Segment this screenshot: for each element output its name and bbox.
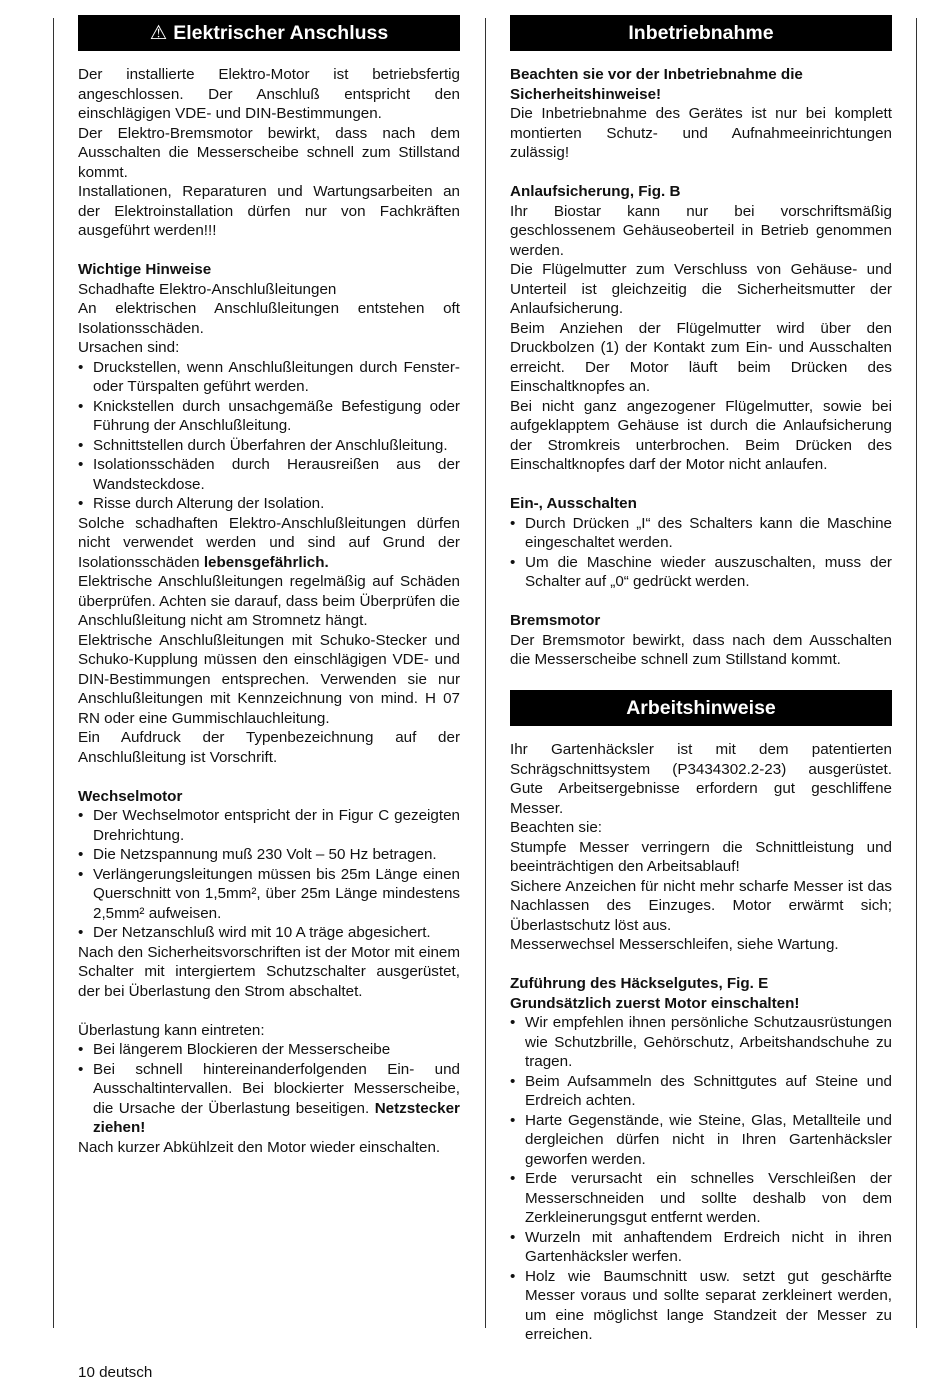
heading-sicherheitshinweise: Beachten sie vor der Inbetriebnahme die Sicherheitshinweise! [510,66,803,103]
paragraph: Die Flügelmutter zum Verschluss von Gehäuse- und Unterteil ist gleichzeitig die Sicherheitsmutter der Anlaufsicherung. [510,261,892,317]
list-item: • Die Netzspannung muß 230 Volt – 50 Hz betragen. [78,845,460,865]
heading-bremsmotor: Bremsmotor [510,612,601,629]
paragraph: Nach kurzer Abkühlzeit den Motor wieder einschalten. [78,1138,441,1156]
bullet-list-ursachen [78,358,460,514]
list-item: • Isolationsschäden durch Herausreißen aus der Wandsteckdose. [78,455,460,494]
heading-zufuehrung: Zuführung des Häckselgutes, Fig. E [510,975,769,992]
list-item: • Knickstellen durch unsachgemäße Befestigung oder Führung der Anschlußleitung. [78,397,460,436]
list-item: • Bei längerem Blockieren der Messerscheibe [78,1040,460,1060]
right-margin-rule [916,18,917,1328]
paragraph: Stumpfe Messer verringern die Schnittleistung und beeinträchtigen den Arbeitsablauf! [510,838,892,875]
list-item: • Holz wie Baumschnitt usw. setzt gut geschärfte Messer voraus und sollte separat zerkleinert werden, um eine möglichst lange Standzeit der Messer zu erreichen. [510,1267,892,1345]
paragraph: Schadhafte Elektro-Anschlußleitungen [78,280,337,298]
list-item: • Um die Maschine wieder auszuschalten, muss der Schalter auf „0“ gedrückt werden. [510,553,892,592]
list-item: • Der Netzanschluß wird mit 10 A träge abgesichert. [78,923,460,943]
page-footer: 10 deutsch [78,1364,153,1381]
paragraph: Ihr Gartenhäcksler ist mit dem patentierten Schrägschnittsystem (P3434302.2-23) ausgerüstet. Gute Arbeitsergebnisse erfordern gut geschliffene Messer. [510,741,892,817]
list-item: • Bei schnell hintereinanderfolgenden Ein- und Ausschaltintervallen. Bei blockierter Messerscheibe, die Ursache der Überlastung beseitigen. Netzstecker ziehen! [78,1060,460,1138]
bullet-list-ueberlastung [78,1040,460,1138]
section-banner-inbetriebnahme: Inbetriebnahme [510,15,892,51]
paragraph: Beachten sie: [510,819,603,836]
paragraph: Ursachen sind: [78,339,180,356]
paragraph: Bei nicht ganz angezogener Flügelmutter, sowie bei aufgeklapptem Gehäuse ist durch die Anlaufsicherung der Stromkreis unterbrochen. Beim Drücken des Einschaltknopfes darf der Motor nicht anlaufen. [510,397,892,473]
paragraph: Elektrische Anschlußleitungen regelmäßig auf Schäden überprüfen. Achten sie darauf, dass beim Überprüfen die Anschlußleitung nicht am Stromnetz hängt. [78,573,460,629]
list-item: • Erde verursacht ein schnelles Verschleißen der Messerschneiden und sollte deshalb von dem Zerkleinerungsgut entfernt werden. [510,1169,892,1228]
paragraph: Installationen, Reparaturen und Wartungsarbeiten an der Elektroinstallation dürfen nur von Fachkräften ausgeführt werden!!! [78,183,460,239]
section-banner-elektrischer-anschluss: ⚠ Elektrischer Anschluss [78,15,460,51]
paragraph: Elektrische Anschlußleitungen mit Schuko-Stecker und Schuko-Kupplung müssen den einschlägigen VDE- und DIN-Bestimmungen entsprechen. Verwenden sie nur Anschlußleitungen mit Kennzeichnung von mind. H 07 RN oder eine Gummischlauchleitung. [78,631,460,727]
paragraph: Der installierte Elektro-Motor ist betriebsfertig angeschlossen. Der Anschluß entspricht den einschlägigen VDE- und DIN-Bestimmungen. [78,66,460,122]
paragraph: Ihr Biostar kann nur bei vorschriftsmäßig geschlossenem Gehäuseoberteil in Betrieb genommen werden. [510,202,892,259]
paragraph: Ein Aufdruck der Typenbezeichnung auf der Anschlußleitung ist Vorschrift. [78,729,460,766]
warning-triangle-icon: ⚠ [149,22,168,44]
paragraph: An elektrischen Anschlußleitungen entstehen oft Isolationsschäden. [78,300,460,337]
section-banner-arbeitshinweise: Arbeitshinweise [510,690,892,726]
warning-emphasis: Netzstecker ziehen! [93,1099,460,1136]
paragraph: Die Inbetriebnahme des Gerätes ist nur bei komplett montierten Schutz- und Aufnahmeeinrichtungen zulässig! [510,105,892,161]
bullet-list-zufuehrung [510,1013,892,1345]
list-item: • Risse durch Alterung der Isolation. [78,494,460,514]
bullet-list-wechselmotor [78,806,460,943]
paragraph: Nach den Sicherheitsvorschriften ist der Motor mit einem Schalter mit intergiertem Schutzschalter ausgerüstet, der bei Überlastung den Strom abschaltet. [78,943,460,1000]
paragraph-danger: Solche schadhaften Elektro-Anschlußleitungen dürfen nicht verwendet werden und sind auf Grund der Isolationsschäden lebensgefährlich. [78,514,460,571]
heading-anlaufsicherung: Anlaufsicherung, Fig. B [510,183,681,200]
list-item: • Durch Drücken „I“ des Schalters kann die Maschine eingeschaltet werden. [510,514,892,553]
paragraph: Der Bremsmotor bewirkt, dass nach dem Ausschalten die Messerscheibe schnell zum Stillstand kommt. [510,631,892,668]
list-item: • Wir empfehlen ihnen persönliche Schutzausrüstungen wie Schutzbrille, Gehörschutz, Arbeitshandschuhe zu tragen. [510,1013,892,1072]
list-item: • Verlängerungsleitungen müssen bis 25m Länge einen Querschnitt von 1,5mm², über 25m Länge mindestens 2,5mm² aufweisen. [78,865,460,924]
heading-wichtige-hinweise: Wichtige Hinweise [78,261,212,278]
heading-wechselmotor: Wechselmotor [78,787,183,805]
right-column [510,15,892,1345]
list-item: • Beim Aufsammeln des Schnittgutes auf Steine und Erdreich achten. [510,1072,892,1111]
center-column-rule [485,18,486,1328]
list-item: • Schnittstellen durch Überfahren der Anschlußleitung. [78,436,460,456]
list-item: • Wurzeln mit anhaftendem Erdreich nicht in ihren Gartenhäcksler werfen. [510,1228,892,1267]
list-item: • Druckstellen, wenn Anschlußleitungen durch Fenster- oder Türspalten geführt werden. [78,358,460,397]
paragraph: Sichere Anzeichen für nicht mehr scharfe Messer ist das Nachlassen des Einzuges. Motor erwärmt sich; Überlastschutz löst aus. [510,877,892,934]
paragraph: Beim Anziehen der Flügelmutter wird über den Druckbolzen (1) der Kontakt zum Ein- und Ausschalten erreicht. Der Motor läuft beim Drücken des Einschaltknopfes an. [510,319,892,395]
paragraph: Überlastung kann eintreten: [78,1021,265,1039]
heading-ein-ausschalten: Ein-, Ausschalten [510,495,637,512]
left-column [78,15,460,1157]
bullet-list-schalten [510,514,892,592]
paragraph: Der Elektro-Bremsmotor bewirkt, dass nach dem Ausschalten die Messerscheibe schnell zum Stillstand kommt. [78,124,460,181]
list-item: • Der Wechselmotor entspricht der in Figur C gezeigten Drehrichtung. [78,806,460,845]
paragraph: Messerwechsel Messerschleifen, siehe Wartung. [510,936,839,953]
left-margin-rule [53,18,54,1328]
heading-motor-einschalten: Grundsätzlich zuerst Motor einschalten! [510,994,800,1012]
danger-emphasis: lebensgefährlich. [203,553,329,571]
list-item: • Harte Gegenstände, wie Steine, Glas, Metallteile und dergleichen dürfen nicht in Ihren Gartenhäcksler geworfen werden. [510,1111,892,1170]
